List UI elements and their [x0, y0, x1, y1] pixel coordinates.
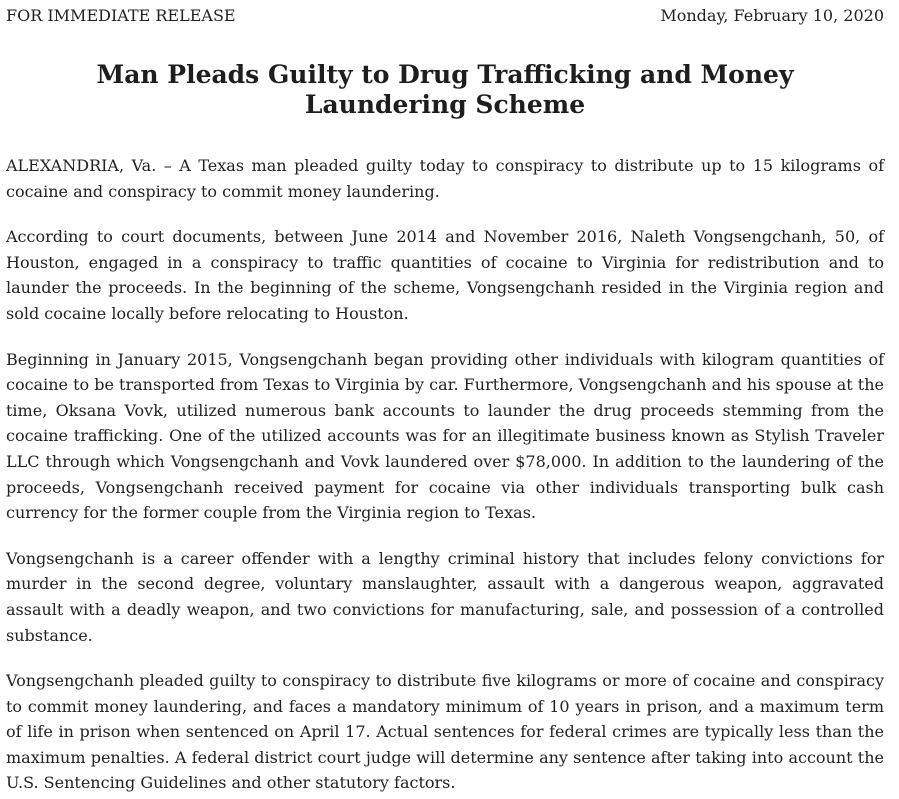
release-label: FOR IMMEDIATE RELEASE — [6, 6, 236, 25]
article-title: Man Pleads Guilty to Drug Trafficking and Money Laundering Scheme — [96, 60, 794, 119]
paragraph-sentencing: Vongsengchanh pleaded guilty to conspiracy to distribute five kilograms or more of cocaine and conspiracy to commit money laundering, and faces a mandatory minimum of 10 years in prison, and a maximum term of life in prison when sentenced on April 17. Actual sentences for federal crimes are typically less than the maximum penalties. A federal district court judge will determine any sentence after taking into account the U.S. Sentencing Guidelines and other statutory factors. — [6, 671, 884, 793]
article-body — [6, 153, 884, 796]
paragraph-trafficking-details: Beginning in January 2015, Vongsengchanh began providing other individuals with kilogram quantities of cocaine to be transported from Texas to Virginia by car. Furthermore, Vongsengchanh and his spouse at the time, Oksana Vovk, utilized numerous bank accounts to launder the drug proceeds stemming from the cocaine trafficking. One of the utilized accounts was for an illegitimate business known as Stylish Traveler LLC through which Vongsengchanh and Vovk laundered over $78,000. In addition to the laundering of the proceeds, Vongsengchanh received payment for cocaine via other individuals transporting bulk cash currency for the former couple from the Virginia region to Texas. — [6, 349, 884, 523]
release-date: Monday, February 10, 2020 — [660, 6, 884, 25]
paragraph-court-documents: According to court documents, between June 2014 and November 2016, Naleth Vongsengchanh, 50, of Houston, engaged in a conspiracy to traffic quantities of cocaine to Virginia for redistribution and to launder the proceeds. In the beginning of the scheme, Vongsengchanh resided in the Virginia region and sold cocaine locally before relocating to Houston. — [6, 227, 884, 323]
release-header — [6, 0, 884, 26]
paragraph-dateline: ALEXANDRIA, Va. – A Texas man pleaded guilty today to conspiracy to distribute up to 15 kilograms of cocaine and conspiracy to commit money laundering. — [6, 156, 884, 201]
paragraph-criminal-history: Vongsengchanh is a career offender with a lengthy criminal history that includes felony convictions for murder in the second degree, voluntary manslaughter, assault with a dangerous weapon, aggravated assault with a deadly weapon, and two convictions for manufacturing, sale, and possession of a controlled substance. — [6, 548, 884, 645]
